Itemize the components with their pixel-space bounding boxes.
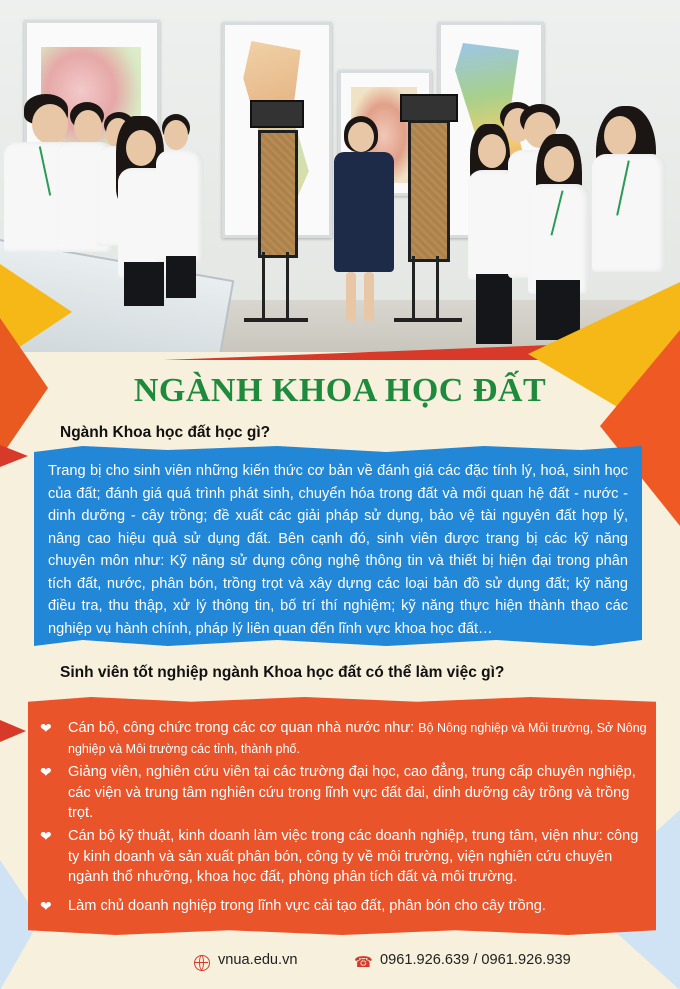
website-link[interactable]: vnua.edu.vn: [218, 952, 298, 968]
career-item-1-text: Cán bộ, công chức trong các cơ quan nhà nước như:: [68, 720, 419, 736]
globe-icon: [194, 955, 210, 971]
heart-icon: ❤: [40, 828, 52, 844]
page-title: NGÀNH KHOA HỌC ĐẤT: [133, 372, 547, 409]
section1-body: Trang bị cho sinh viên những kiến thức cơ bản về đánh giá các đặc tính lý, hoá, sinh học của đất; đánh giá quá trình phát sinh, chuyển hóa trong đất và mối quan hệ đất - nước - dinh dưỡng - cây trồng; đề xuất các giải pháp sử dụng, bảo vệ tài nguyên đất hợp lý, nâng cao hiệu quả sử dụng đất. Bên cạnh đó, sinh viên được trang bị các kỹ năng chuyên môn như: Kỹ năng sử dụng công nghệ thông tin và thiết bị hiện đại trong phân tích đất, nước, phân bón, trồng trọt và xây dựng các loại bản đồ sử dụng đất; kỹ năng điều tra, thu thập, xử lý thông tin, bố trí thí nghiệm; kỹ năng thực hiện thành thạo các nghiệp vụ hành chính, pháp lý liên quan đến lĩnh vực khoa học đất…: [48, 463, 628, 637]
stand-cap-right: [400, 94, 458, 122]
career-item-4-text: Làm chủ doanh nghiệp trong lĩnh vực cải tạo đất, phân bón cho cây trồng.: [68, 898, 546, 914]
red-pointer-1: [0, 445, 28, 467]
section2-question: Sinh viên tốt nghiệp ngành Khoa học đất có thể làm việc gì?: [60, 664, 505, 681]
section1-question: Ngành Khoa học đất học gì?: [60, 424, 271, 441]
phone-numbers[interactable]: 0961.926.639 / 0961.926.939: [380, 952, 571, 968]
soil-profile-right: [408, 120, 450, 262]
list-item: [40, 718, 651, 759]
heart-icon: ❤: [40, 898, 52, 914]
career-item-2-text: Giảng viên, nghiên cứu viên tại các trường đại học, cao đẳng, trung cấp chuyên nghiệp, các viện và trung tâm nghiên cứu trong lĩnh vực đất đai, dinh dưỡng cây trồng và trồng trọt.: [68, 764, 636, 822]
list-item: [40, 762, 651, 824]
career-item-1-agencies: Bộ Nông nghiệp và Môi trường, Sở Nông nghiệp và Môi trường các tỉnh, thành phố.: [68, 721, 647, 756]
list-item: [40, 826, 651, 888]
heart-icon: ❤: [40, 720, 52, 736]
soil-profile-left: [258, 130, 298, 258]
stand-cap-left: [250, 100, 304, 128]
phone-icon: ☎: [354, 954, 373, 971]
heart-icon: ❤: [40, 764, 52, 780]
red-pointer-2: [0, 720, 26, 742]
list-item: [40, 896, 651, 917]
career-item-3-text: Cán bộ kỹ thuật, kinh doanh làm việc trong các doanh nghiệp, trung tâm, viện như: công ty kinh doanh và sản xuất phân bón, công ty về môi trường, viện nghiên cứu chuyên ngành thổ nhưỡng, khoa học đất, phòng phân tích đất và môi trường.: [68, 828, 639, 886]
